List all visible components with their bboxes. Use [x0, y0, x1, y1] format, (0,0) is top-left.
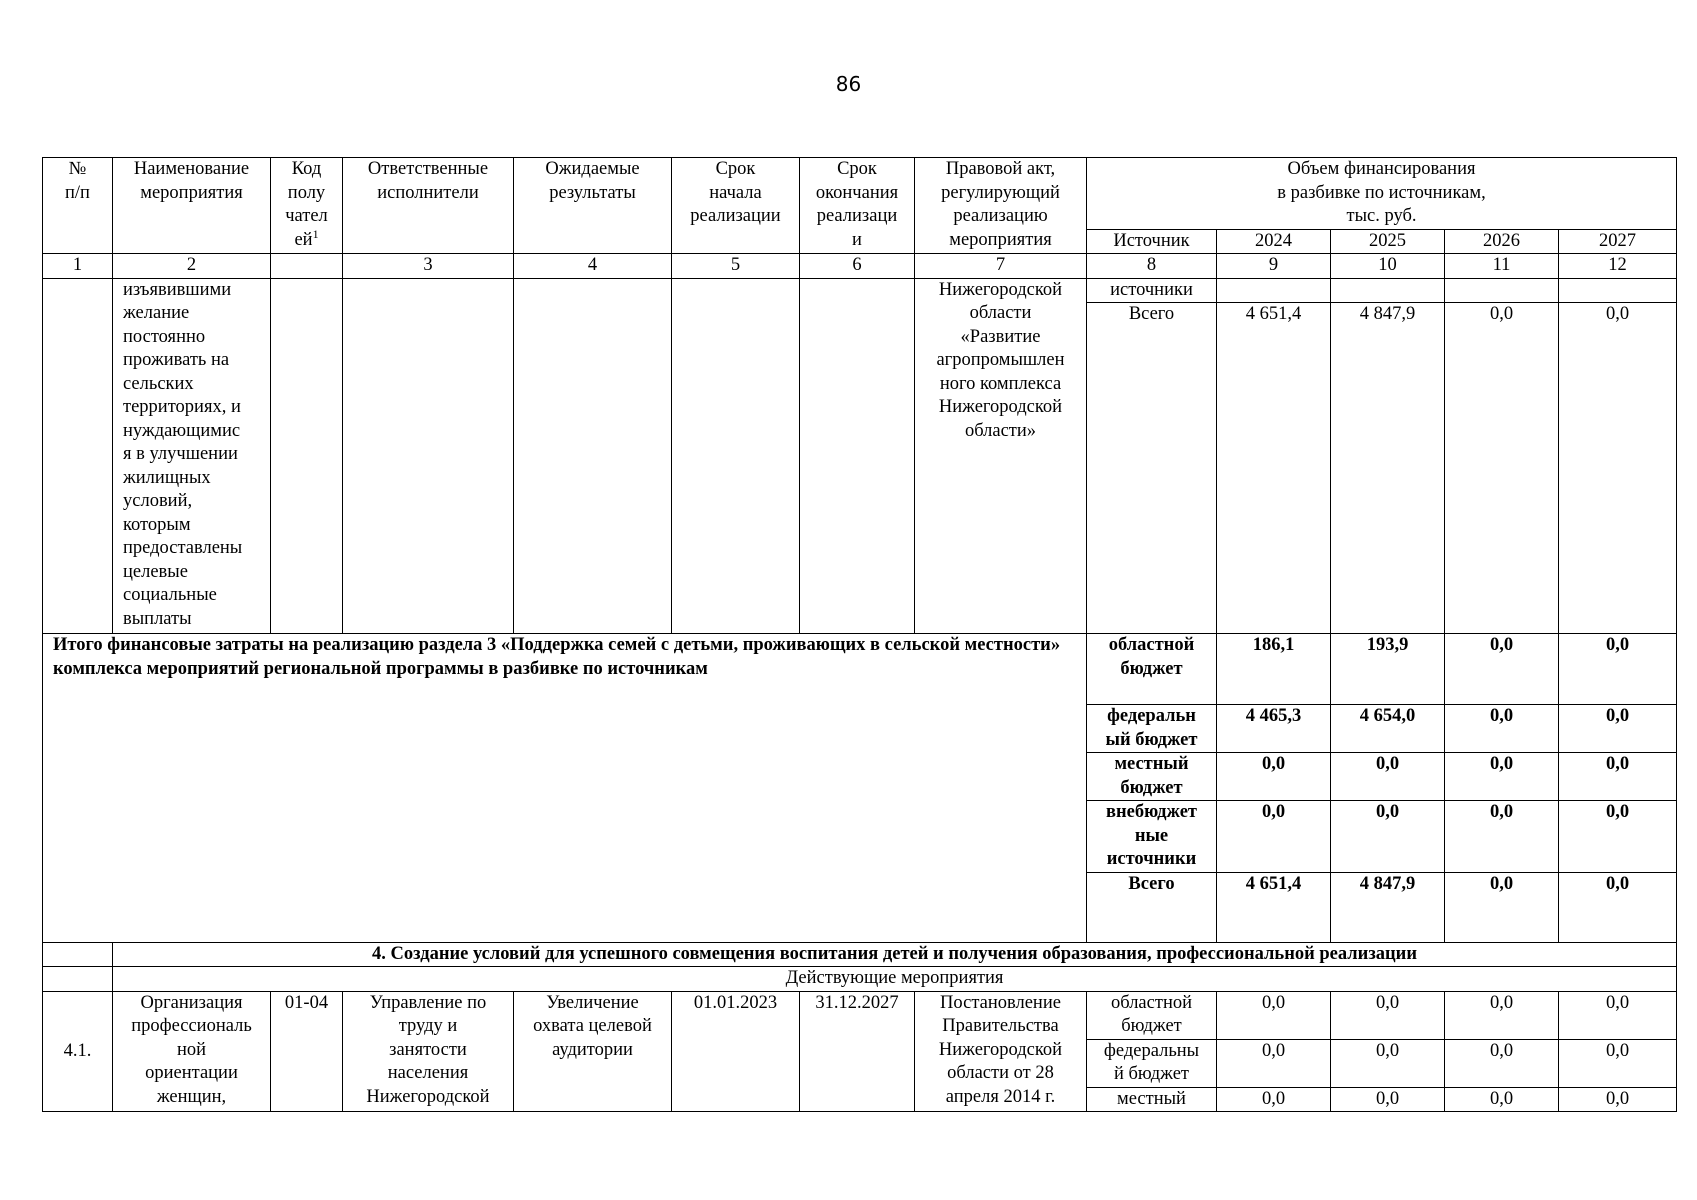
value-cell: 0,0 [1331, 1039, 1445, 1087]
text-line: Нижегородской [366, 1086, 490, 1107]
value-cell: 0,0 [1559, 801, 1677, 873]
text-line: условий, [123, 491, 193, 511]
text-line: области [969, 303, 1032, 323]
text-line: Наименование [133, 159, 250, 179]
value-cell: 0,0 [1445, 872, 1559, 942]
value-cell: 0,0 [1559, 872, 1677, 942]
text-line: источники [1106, 849, 1197, 869]
col-number: 8 [1087, 254, 1217, 279]
text-line: сельских [123, 373, 194, 394]
text-line: реализацию [953, 206, 1048, 226]
text-line: мероприятия [949, 229, 1052, 250]
text-line: бюджет [1120, 777, 1183, 798]
value-cell: 0,0 [1559, 634, 1677, 705]
value-cell: 0,0 [1331, 991, 1445, 1039]
header-start [672, 158, 800, 254]
text-line: ый бюджет [1105, 729, 1198, 750]
text-line: № [68, 159, 87, 179]
text-line: федеральн [1107, 706, 1196, 726]
source-cell [1087, 1039, 1217, 1087]
value-cell: 0,0 [1217, 753, 1331, 801]
value-cell: 0,0 [1559, 753, 1677, 801]
text-line: в разбивке по источникам, [1277, 182, 1486, 203]
value-cell: 4 847,9 [1331, 872, 1445, 942]
text-line: местный [1117, 1088, 1186, 1109]
header-name [113, 158, 271, 254]
value-cell: 0,0 [1559, 1087, 1677, 1112]
value-cell: 0,0 [1217, 1039, 1331, 1087]
text-line: ные [1134, 825, 1169, 846]
text-line: Всего [1128, 873, 1175, 894]
text-line: выплаты [123, 608, 192, 629]
value-cell: 0,0 [1445, 753, 1559, 801]
text-line: результаты [549, 182, 636, 203]
col-number: 7 [915, 254, 1087, 279]
text-line: и [852, 229, 862, 250]
col-number: 10 [1331, 254, 1445, 279]
item-end: 31.12.2027 [800, 991, 915, 1112]
text-line: профессиональ [131, 1016, 252, 1036]
text-line: населения [387, 1063, 469, 1083]
text-line: занятости [389, 1039, 467, 1060]
text-line: Ответственные [367, 159, 489, 179]
col-number: 5 [672, 254, 800, 279]
value-cell: 0,0 [1559, 303, 1677, 634]
text-line: начала [709, 182, 762, 203]
text-line: Срок [715, 159, 756, 179]
source-cell [1087, 801, 1217, 873]
item-legal-act [915, 991, 1087, 1112]
text-line: полу [287, 182, 326, 203]
header-legal-act [915, 158, 1087, 254]
text-line: «Развитие [960, 326, 1041, 347]
header-expected [514, 158, 672, 254]
source-cell: источники [1087, 278, 1217, 303]
text-line: бюджет [1121, 1016, 1182, 1036]
continued-name [113, 278, 271, 634]
text-line: Нижегородской [938, 279, 1063, 300]
text-line: я в улучшении [123, 444, 238, 464]
text-line: Нижегородской [938, 397, 1063, 417]
value-cell: 0,0 [1445, 801, 1559, 873]
text-line: ной [176, 1039, 207, 1060]
text-line: реализаци [816, 206, 898, 226]
text-line: женщин, [156, 1086, 227, 1107]
value-cell: 0,0 [1217, 801, 1331, 873]
value-cell: 4 465,3 [1217, 705, 1331, 753]
source-cell [1087, 991, 1217, 1039]
text-line: ного комплекса [939, 373, 1062, 394]
text-line: окончания [815, 182, 899, 203]
text-line: федеральны [1103, 1040, 1200, 1061]
text-line: п/п [65, 182, 90, 203]
header-year: 2025 [1331, 229, 1445, 254]
source-cell [1087, 753, 1217, 801]
value-cell: 0,0 [1331, 801, 1445, 873]
text-line: желание [123, 303, 190, 323]
continuation-row [43, 278, 1677, 303]
text-line: области от 28 [947, 1063, 1054, 1083]
program-activities-table [42, 157, 1677, 1112]
item-code: 01-04 [271, 991, 343, 1112]
col-number: 3 [343, 254, 514, 279]
text-line: аудитории [552, 1039, 633, 1060]
text-line: труду и [398, 1016, 458, 1036]
header-num [43, 158, 113, 254]
value-cell: 0,0 [1559, 991, 1677, 1039]
col-number: 2 [113, 254, 271, 279]
text-line: тыс. руб. [1346, 206, 1417, 226]
value-cell: 0,0 [1445, 634, 1559, 705]
text-line: социальные [123, 585, 217, 605]
text-line: областной [1111, 992, 1192, 1013]
header-year: 2024 [1217, 229, 1331, 254]
header-responsible [343, 158, 514, 254]
text-line: Объем финансирования [1287, 159, 1476, 179]
text-line: охвата целевой [533, 1016, 652, 1036]
text-line: Увеличение [546, 992, 639, 1013]
item-expected [514, 991, 672, 1112]
text-line: постоянно [123, 326, 206, 347]
itogo-text: Итого финансовые затраты на реализацию раздела 3 «Поддержка семей с детьми, проживающих в сельской местности» комплекса мероприятий региональной программы в разбивке по источникам [43, 634, 1087, 943]
section-title-row [43, 942, 1677, 967]
source-cell [1087, 634, 1217, 705]
text-line: мероприятия [140, 182, 243, 203]
col-number: 11 [1445, 254, 1559, 279]
section-subtitle-row [43, 967, 1677, 992]
text-line: Срок [837, 159, 877, 179]
col-number: 9 [1217, 254, 1331, 279]
text-line: $ей^1$ [294, 226, 319, 250]
text-line: апреля 2014 г. [945, 1086, 1056, 1107]
header-year: 2027 [1559, 229, 1677, 254]
value-cell: 186,1 [1217, 634, 1331, 705]
text-line: реализации [690, 206, 781, 226]
header-row [43, 158, 1677, 230]
text-line: территориях, и [123, 397, 241, 417]
page-number: 86 [835, 72, 862, 96]
text-line: предоставлены [123, 538, 243, 558]
value-cell: 0,0 [1331, 753, 1445, 801]
column-numbers-row [43, 254, 1677, 279]
source-cell [1087, 872, 1217, 942]
col-number: 12 [1559, 254, 1677, 279]
text-line: области» [964, 420, 1037, 441]
col-number: 6 [800, 254, 915, 279]
text-line: Управление по [369, 992, 487, 1013]
value-cell: 0,0 [1445, 1087, 1559, 1112]
text-line: Правительства [942, 1016, 1059, 1036]
source-cell [1087, 1087, 1217, 1112]
col-number [271, 254, 343, 279]
value-cell: 0,0 [1445, 705, 1559, 753]
value-cell: 0,0 [1445, 991, 1559, 1039]
text-line: жилищных [123, 467, 211, 488]
text-line: внебюджет [1105, 802, 1198, 822]
item-number: 4.1. [43, 991, 113, 1112]
header-end [800, 158, 915, 254]
value-cell: 0,0 [1559, 1039, 1677, 1087]
value-cell: 0,0 [1217, 991, 1331, 1039]
value-cell: 4 847,9 [1331, 303, 1445, 634]
text-line: местный [1114, 754, 1189, 774]
value-cell: 4 651,4 [1217, 303, 1331, 634]
header-source: Источник [1087, 229, 1217, 254]
item-start: 01.01.2023 [672, 991, 800, 1112]
header-funding [1087, 158, 1677, 230]
col-number: 4 [514, 254, 672, 279]
text-line: Организация [140, 992, 243, 1013]
text-line: агропромышлен [936, 350, 1065, 370]
text-line: Ожидаемые [545, 159, 640, 179]
value-cell: 0,0 [1445, 303, 1559, 634]
value-cell: 0,0 [1559, 705, 1677, 753]
item-row [43, 991, 1677, 1039]
text-line: ориентации [145, 1063, 238, 1083]
value-cell: 4 654,0 [1331, 705, 1445, 753]
text-line: областной [1108, 635, 1195, 655]
source-cell: Всего [1087, 303, 1217, 634]
header-year: 2026 [1445, 229, 1559, 254]
text-line: Нижегородской [938, 1039, 1063, 1060]
text-line: нуждающимис [123, 420, 241, 441]
source-cell [1087, 705, 1217, 753]
text-line: исполнители [377, 182, 479, 203]
text-line: Правовой акт, [945, 159, 1056, 179]
col-number: 1 [43, 254, 113, 279]
itogo-row [43, 634, 1677, 705]
value-cell: 0,0 [1445, 1039, 1559, 1087]
text-line: й бюджет [1113, 1064, 1190, 1084]
value-cell: 193,9 [1331, 634, 1445, 705]
continued-legal-act [915, 278, 1087, 634]
value-cell: 0,0 [1217, 1087, 1331, 1112]
section-title: 4. Создание условий для успешного совмещения воспитания детей и получения образования, профессиональной реализации [113, 942, 1677, 967]
value-cell: 4 651,4 [1217, 872, 1331, 942]
text-line: проживать на [123, 350, 230, 370]
text-line: целевые [123, 561, 188, 582]
text-line: бюджет [1120, 658, 1183, 679]
header-code [271, 158, 343, 254]
item-name [113, 991, 271, 1112]
value-cell: 0,0 [1331, 1087, 1445, 1112]
item-responsible [343, 991, 514, 1112]
text-line: изъявившими [123, 279, 232, 300]
text-line: регулирующий [941, 182, 1060, 203]
text-line: Постановление [940, 992, 1061, 1013]
text-line: которым [123, 514, 191, 535]
text-line: чател [285, 206, 328, 226]
text-line: Код [291, 159, 322, 179]
footnote-marker: 1 [312, 226, 319, 241]
section-subtitle: Действующие мероприятия [113, 967, 1677, 992]
